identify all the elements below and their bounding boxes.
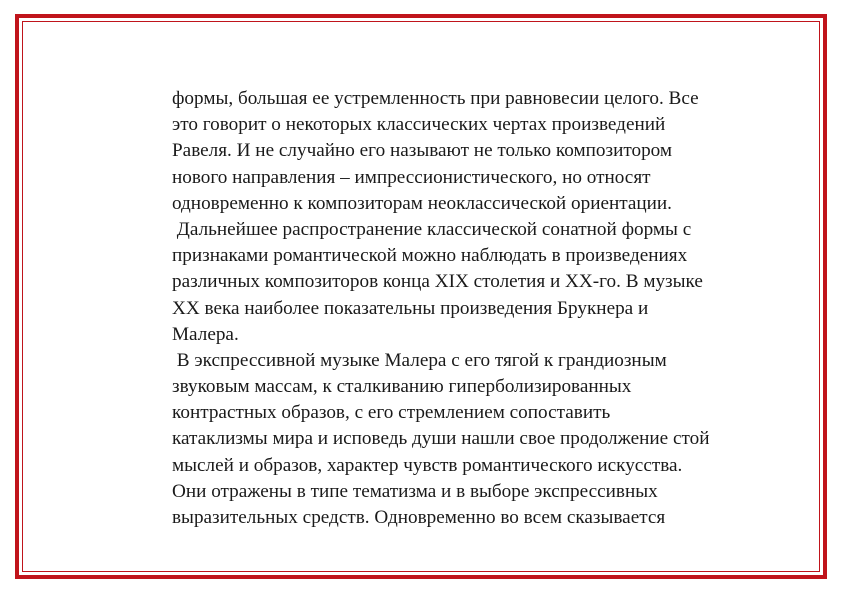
text-line-13: контрастных образов, с его стремлением сопоставить <box>172 402 611 424</box>
text-line-9: XX века наиболее показательны произведения Брукнера и <box>172 297 649 319</box>
text-line-12: звуковым массам, к сталкиванию гиперболизированных <box>172 376 632 398</box>
body-text <box>172 86 787 531</box>
text-line-1: формы, большая ее устремленность при равновесии целого. Все <box>172 88 699 109</box>
text-line-14: катаклизмы мира и исповедь души нашли свое продолжение стой <box>172 428 710 450</box>
text-line-3: Равеля. И не случайно его называют не только композитором <box>172 140 673 162</box>
text-line-6: Дальнейшее распространение классической сонатной формы с <box>172 218 692 240</box>
text-line-4: нового направления – импрессионистического, но относят <box>172 166 651 188</box>
text-line-5: одновременно к композиторам неоклассической ориентации. <box>172 192 672 214</box>
text-line-16: Они отражены в типе тематизма и в выборе экспрессивных <box>172 480 658 502</box>
text-line-7: признаками романтической можно наблюдать в произведениях <box>172 245 688 267</box>
text-line-8: различных композиторов конца XIX столетия и XX-го. В музыке <box>172 271 703 293</box>
text-line-11: В экспрессивной музыке Малера с его тягой к грандиозным <box>172 349 667 371</box>
text-line-2: это говорит о некоторых классических чертах произведений <box>172 114 666 136</box>
text-line-17: выразительных средств. Одновременно во всем сказывается <box>172 507 666 528</box>
text-line-15: мыслей и образов, характер чувств романтического искусства. <box>172 454 683 476</box>
text-line-10: Малера. <box>172 323 239 345</box>
